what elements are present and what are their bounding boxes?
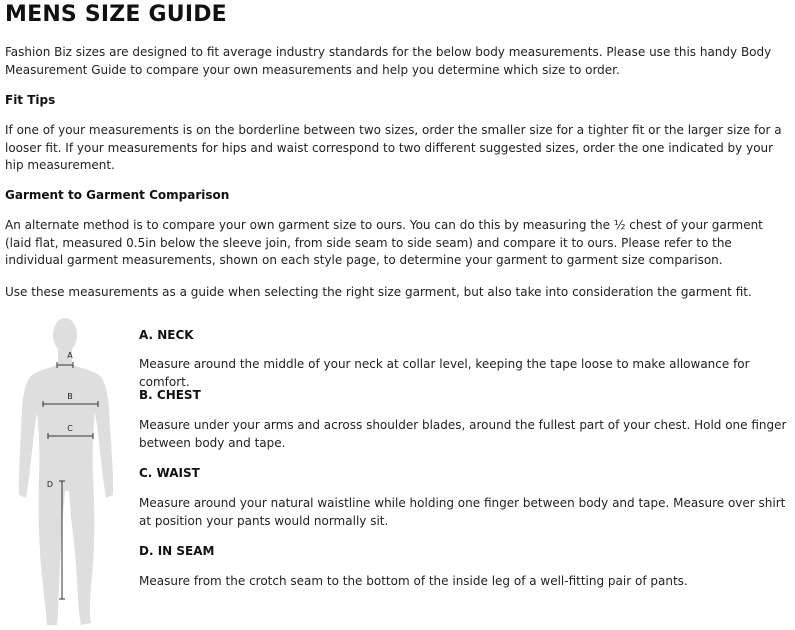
- label-d: D: [46, 480, 54, 489]
- waist-description: Measure around your natural waistline while holding one finger between body and tape. Measure over shirt at position your pants would normally sit.: [139, 496, 786, 528]
- garment-comparison-paragraph: An alternate method is to compare your own garment size to ours. You can do this by measuring the ½ chest of your garment (laid flat, measured 0.5in below the sleeve join, from side seam to side seam) and compare it to ours. Please refer to the individual garment measurements, shown on each style page, to determine your garment to garment size comparison.: [5, 218, 763, 267]
- inseam-description: Measure from the crotch seam to the bottom of the inside leg of a well-fitting pair of pants.: [139, 574, 688, 588]
- chest-description: Measure under your arms and across shoulder blades, around the fullest part of your chest. Hold one finger between body and tape.: [139, 418, 787, 450]
- label-a: A: [67, 351, 73, 360]
- inseam-heading: D. IN SEAM: [139, 544, 215, 558]
- neck-description: Measure around the middle of your neck at collar level, keeping the tape loose to make allowance for comfort.: [139, 357, 750, 389]
- garment-comparison-heading: Garment to Garment Comparison: [5, 188, 230, 202]
- body-measurement-figure: [13, 313, 113, 628]
- fit-tips-heading: Fit Tips: [5, 93, 56, 107]
- chest-heading: B. CHEST: [139, 388, 201, 402]
- fit-tips-paragraph: If one of your measurements is on the borderline between two sizes, order the smaller size for a tighter fit or the larger size for a looser fit. If your measurements for hips and waist correspond to two different suggested sizes, order the one indicated by your hip measurement.: [5, 123, 782, 172]
- intro-paragraph: Fashion Biz sizes are designed to fit average industry standards for the below body measurements. Please use this handy Body Measurement Guide to compare your own measurements and help you determine which size to order.: [5, 45, 772, 77]
- neck-heading: A. NECK: [139, 328, 194, 342]
- label-b: B: [67, 392, 73, 401]
- waist-heading: C. WAIST: [139, 466, 200, 480]
- body-silhouette: [19, 318, 113, 625]
- page-title: MENS SIZE GUIDE: [5, 2, 227, 27]
- guide-note: Use these measurements as a guide when selecting the right size garment, but also take into consideration the garment fit.: [5, 285, 752, 299]
- label-c: C: [67, 424, 73, 433]
